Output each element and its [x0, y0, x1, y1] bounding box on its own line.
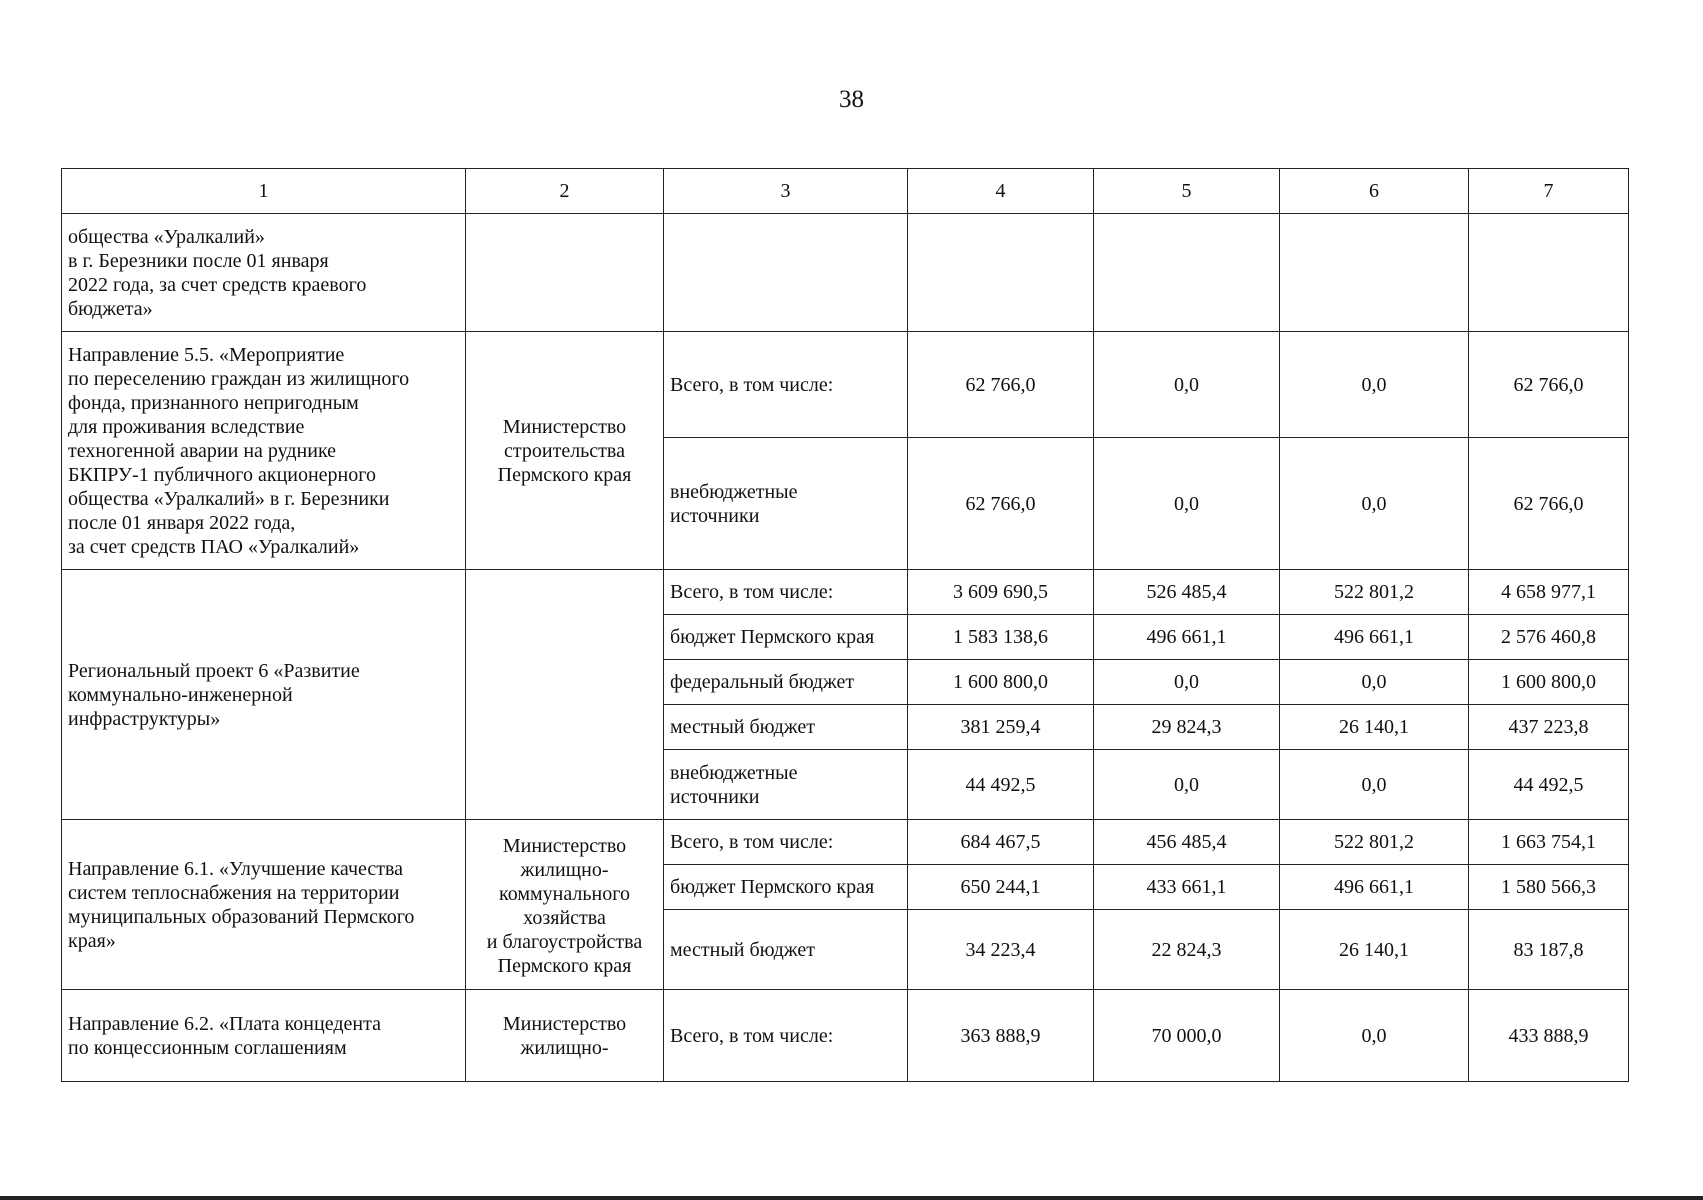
- value-cell: 3 609 690,5: [908, 570, 1094, 615]
- column-header: 7: [1469, 169, 1629, 214]
- empty-cell: [1280, 214, 1469, 332]
- header-row: [62, 169, 1629, 214]
- value-cell: 496 661,1: [1280, 865, 1469, 910]
- value-cell: 433 661,1: [1094, 865, 1280, 910]
- value-cell: 381 259,4: [908, 705, 1094, 750]
- empty-cell: [908, 214, 1094, 332]
- value-cell: 62 766,0: [908, 332, 1094, 438]
- value-cell: 0,0: [1094, 332, 1280, 438]
- item-name: Направление 6.1. «Улучшение качества систем теплоснабжения на территории муниципальных образований Пермского края»: [62, 820, 466, 990]
- table-row: [62, 214, 1629, 332]
- value-cell: 0,0: [1094, 750, 1280, 820]
- value-cell: 522 801,2: [1280, 820, 1469, 865]
- value-cell: 1 663 754,1: [1469, 820, 1629, 865]
- empty-cell: [466, 214, 664, 332]
- value-cell: 0,0: [1094, 660, 1280, 705]
- value-cell: 26 140,1: [1280, 705, 1469, 750]
- column-header: 6: [1280, 169, 1469, 214]
- value-cell: 44 492,5: [1469, 750, 1629, 820]
- column-header: 3: [664, 169, 908, 214]
- value-cell: 26 140,1: [1280, 910, 1469, 990]
- empty-cell: [1469, 214, 1629, 332]
- funding-source: Всего, в том числе:: [664, 332, 908, 438]
- funding-source: бюджет Пермского края: [664, 865, 908, 910]
- value-cell: 62 766,0: [908, 438, 1094, 570]
- empty-cell: [1094, 214, 1280, 332]
- value-cell: 0,0: [1280, 660, 1469, 705]
- value-cell: 526 485,4: [1094, 570, 1280, 615]
- funding-source: Всего, в том числе:: [664, 570, 908, 615]
- scan-edge: [0, 1196, 1703, 1200]
- funding-source: местный бюджет: [664, 910, 908, 990]
- responsible-executor: [466, 570, 664, 820]
- value-cell: 0,0: [1280, 750, 1469, 820]
- value-cell: 1 600 800,0: [908, 660, 1094, 705]
- item-name: Направление 6.2. «Плата концедента по концессионным соглашениям: [62, 990, 466, 1082]
- value-cell: 62 766,0: [1469, 332, 1629, 438]
- value-cell: 496 661,1: [1280, 615, 1469, 660]
- value-cell: 29 824,3: [1094, 705, 1280, 750]
- value-cell: 1 583 138,6: [908, 615, 1094, 660]
- value-cell: 2 576 460,8: [1469, 615, 1629, 660]
- value-cell: 22 824,3: [1094, 910, 1280, 990]
- funding-source: Всего, в том числе:: [664, 990, 908, 1082]
- value-cell: 0,0: [1280, 438, 1469, 570]
- funding-source: внебюджетные источники: [664, 750, 908, 820]
- value-cell: 433 888,9: [1469, 990, 1629, 1082]
- table-row: [62, 820, 1629, 865]
- table-row: [62, 570, 1629, 615]
- value-cell: 363 888,9: [908, 990, 1094, 1082]
- value-cell: 44 492,5: [908, 750, 1094, 820]
- responsible-executor: Министерство жилищно- коммунального хозяйства и благоустройства Пермского края: [466, 820, 664, 990]
- funding-source: федеральный бюджет: [664, 660, 908, 705]
- funding-source: Всего, в том числе:: [664, 820, 908, 865]
- funding-source: бюджет Пермского края: [664, 615, 908, 660]
- value-cell: 684 467,5: [908, 820, 1094, 865]
- column-header: 4: [908, 169, 1094, 214]
- funding-source: внебюджетные источники: [664, 438, 908, 570]
- value-cell: 0,0: [1094, 438, 1280, 570]
- column-header: 1: [62, 169, 466, 214]
- empty-cell: [664, 214, 908, 332]
- item-name: общества «Уралкалий» в г. Березники после 01 января 2022 года, за счет средств краевого бюджета»: [62, 214, 466, 332]
- column-header: 2: [466, 169, 664, 214]
- value-cell: 496 661,1: [1094, 615, 1280, 660]
- value-cell: 0,0: [1280, 990, 1469, 1082]
- value-cell: 437 223,8: [1469, 705, 1629, 750]
- funding-source: местный бюджет: [664, 705, 908, 750]
- budget-table: [61, 168, 1629, 1082]
- value-cell: 70 000,0: [1094, 990, 1280, 1082]
- page-number: 38: [839, 86, 864, 113]
- value-cell: 1 600 800,0: [1469, 660, 1629, 705]
- value-cell: 522 801,2: [1280, 570, 1469, 615]
- item-name: Региональный проект 6 «Развитие коммунально-инженерной инфраструктуры»: [62, 570, 466, 820]
- value-cell: 456 485,4: [1094, 820, 1280, 865]
- value-cell: 62 766,0: [1469, 438, 1629, 570]
- item-name: Направление 5.5. «Мероприятие по переселению граждан из жилищного фонда, признанного непригодным для проживания вследствие техногенной аварии на руднике БКПРУ-1 публичного акционерного общества «Уралкалий» в г. Березники после 01 января 2022 года, за счет средств ПАО «Уралкалий»: [62, 332, 466, 570]
- value-cell: 34 223,4: [908, 910, 1094, 990]
- responsible-executor: Министерство жилищно-: [466, 990, 664, 1082]
- responsible-executor: Министерство строительства Пермского края: [466, 332, 664, 570]
- value-cell: 4 658 977,1: [1469, 570, 1629, 615]
- value-cell: 0,0: [1280, 332, 1469, 438]
- column-header: 5: [1094, 169, 1280, 214]
- value-cell: 83 187,8: [1469, 910, 1629, 990]
- value-cell: 650 244,1: [908, 865, 1094, 910]
- table-row: [62, 990, 1629, 1082]
- table-row: [62, 332, 1629, 438]
- value-cell: 1 580 566,3: [1469, 865, 1629, 910]
